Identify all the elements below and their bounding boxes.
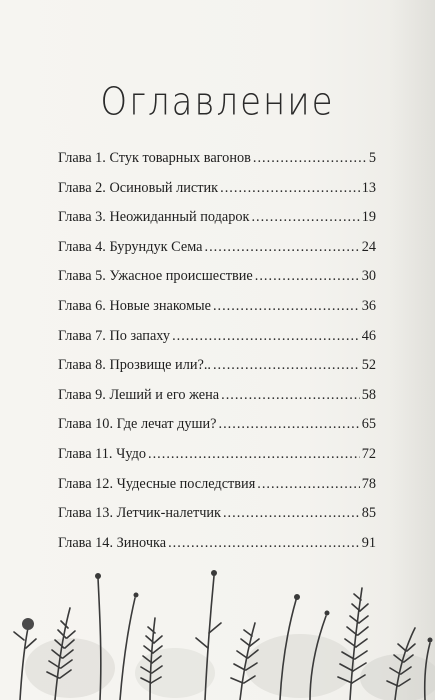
toc-entry-page: 52 <box>361 357 376 374</box>
toc-entry-label: Глава 2. Осиновый листик <box>58 179 219 196</box>
toc-entry-label: Глава 11. Чудо <box>58 445 147 462</box>
toc-entry-page: 36 <box>361 297 376 314</box>
toc-entry-label: Глава 12. Чудесные последствия <box>58 475 256 492</box>
toc-entry-label: Глава 4. Бурундук Сема <box>58 238 203 255</box>
toc-entry-label: Глава 7. По запаху <box>58 327 171 344</box>
toc-leader-dots <box>257 474 359 494</box>
toc-entry-page: 46 <box>361 327 376 344</box>
toc-entry-label: Глава 10. Где лечат души? <box>58 416 217 433</box>
toc-entry-label: Глава 14. Зиночка <box>58 534 167 551</box>
toc-entry-label: Глава 1. Стук товарных вагонов <box>58 150 251 166</box>
toc-entry <box>58 296 376 326</box>
toc-entry-page: 5 <box>368 150 376 166</box>
toc-entry <box>58 474 376 504</box>
toc-entry-page: 85 <box>361 505 376 522</box>
toc-leader-dots <box>251 207 359 227</box>
toc-entry <box>58 266 376 296</box>
toc-entry-page: 30 <box>361 268 376 285</box>
toc-entry <box>58 326 376 356</box>
toc-leader-dots <box>213 296 360 316</box>
page-title: Оглавление <box>100 79 335 125</box>
toc-leader-dots <box>255 266 360 286</box>
toc-entry-page: 65 <box>361 416 376 433</box>
toc-entry <box>58 148 376 178</box>
toc-entry-label: Глава 8. Прозвище или?.. <box>58 357 211 374</box>
toc-leader-dots <box>205 237 360 257</box>
toc-entry-label: Глава 13. Летчик-налетчик <box>58 505 221 522</box>
toc-entry-page: 58 <box>361 386 376 403</box>
toc-entry-page: 72 <box>361 445 376 462</box>
toc-entry-page: 91 <box>361 534 376 551</box>
toc-entry <box>58 237 376 267</box>
toc-entry <box>58 414 376 444</box>
toc-entry <box>58 503 376 533</box>
toc-entry <box>58 444 376 474</box>
toc-leader-dots <box>148 444 360 464</box>
toc-entry-page: 13 <box>361 179 376 196</box>
toc-entry-label: Глава 5. Ужасное происшествие <box>58 268 253 285</box>
toc-entry-label: Глава 6. Новые знакомые <box>58 297 211 314</box>
toc-entry <box>58 355 376 385</box>
toc-entry-page: 78 <box>361 475 376 492</box>
toc-entry-label: Глава 9. Леший и его жена <box>58 386 220 403</box>
toc-leader-dots <box>221 385 360 405</box>
toc-leader-dots <box>223 503 360 523</box>
toc-entry-page: 24 <box>361 238 376 255</box>
toc-entry-page: 19 <box>361 209 376 226</box>
toc-leader-dots <box>220 178 360 198</box>
toc-entry <box>58 207 376 237</box>
plant-illustration <box>0 548 435 700</box>
toc-entry-label: Глава 3. Неожиданный подарок <box>58 209 250 226</box>
toc-leader-dots <box>213 355 360 375</box>
toc-entry <box>58 385 376 415</box>
toc-leader-dots <box>172 326 360 346</box>
toc-leader-dots <box>219 414 360 434</box>
toc-leader-dots <box>253 148 367 168</box>
table-of-contents <box>58 148 376 562</box>
toc-entry <box>58 178 376 208</box>
